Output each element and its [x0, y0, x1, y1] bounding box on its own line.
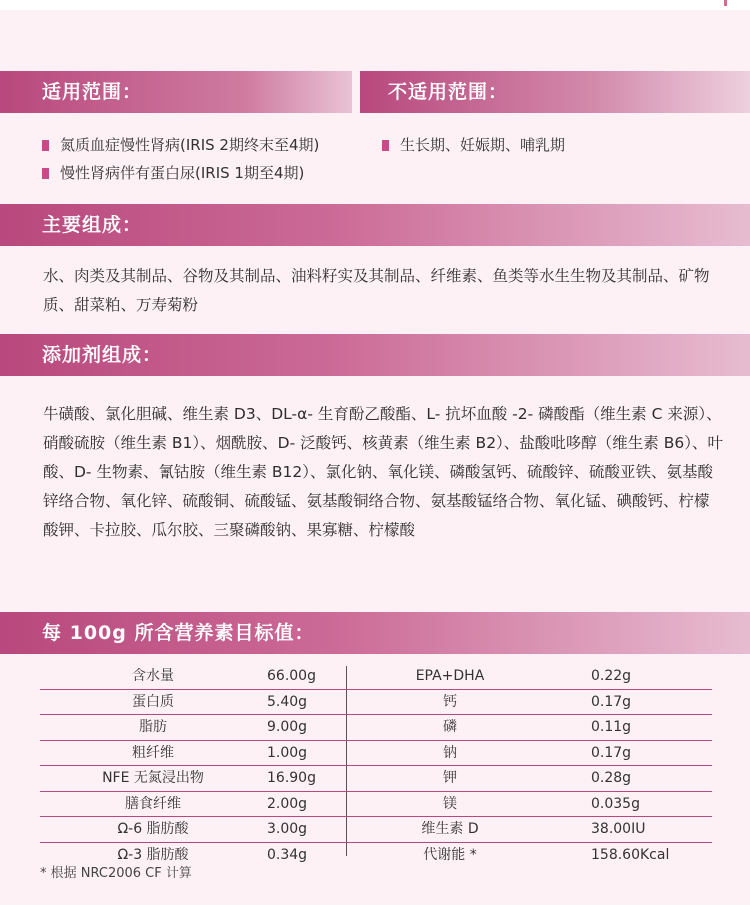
- composition-text: 水、肉类及其制品、谷物及其制品、油料籽实及其制品、纤维素、鱼类等水生生物及其制品、矿物质、甜菜粕、万寿菊粉: [43, 267, 710, 314]
- nutrient-name: 蛋白质: [132, 693, 174, 710]
- nutrient-name: 钙: [443, 693, 457, 710]
- nutrient-name: 脂肪: [139, 719, 167, 735]
- table-row: [40, 792, 712, 818]
- nutrient-value: 3.00g: [267, 821, 308, 837]
- nutrient-name: 钾: [443, 770, 457, 786]
- nutrient-name: 含水量: [132, 668, 174, 684]
- table-row: [40, 664, 712, 690]
- nutrient-value: 5.40g: [267, 693, 308, 710]
- unsuitable-header: 不适用范围：: [360, 71, 750, 113]
- nutrient-name: 膳食纤维: [125, 795, 181, 812]
- nutrient-value: 0.22g: [591, 668, 632, 684]
- nutrient-value: 9.00g: [267, 719, 308, 735]
- nutrient-value: 158.60Kcal: [591, 846, 670, 863]
- top-white-strip: [0, 0, 750, 10]
- nutrient-value: 0.11g: [591, 719, 632, 735]
- nutrient-value: 38.00IU: [591, 821, 646, 837]
- unsuitable-item: 生长期、妊娠期、哺乳期: [382, 135, 565, 155]
- nutrient-name: 磷: [443, 719, 457, 735]
- bullet-square-icon: [382, 140, 389, 151]
- composition-header: 主要组成：: [0, 204, 750, 246]
- nutrient-value: 0.035g: [591, 795, 640, 812]
- nutrient-name: 代谢能 *: [423, 846, 477, 863]
- nutrition-table: [40, 664, 712, 867]
- nutrient-value: 0.34g: [267, 846, 308, 863]
- nutrient-name: 钠: [443, 744, 457, 761]
- table-row: [40, 741, 712, 767]
- suitable-header: 适用范围：: [0, 71, 352, 113]
- nutrient-name: EPA+DHA: [415, 668, 485, 684]
- nutrient-value: 0.17g: [591, 744, 632, 761]
- table-row: [40, 690, 712, 716]
- nutrient-value: 16.90g: [267, 770, 316, 786]
- nutrient-value: 0.28g: [591, 770, 632, 786]
- nutrient-value: 0.17g: [591, 693, 632, 710]
- additives-text: 牛磺酸、氯化胆碱、维生素 D3、DL-α- 生育酚乙酸酯、L- 抗坏血酸 -2- 磷酸酯（维生素 C 来源）、硝酸硫胺（维生素 B1）、烟酰胺、D- 泛酸钙、核黄素（维生素 B2）、盐酸吡哆醇（维生素 B6）、叶酸、D- 生物素、氰钴胺（维生素 B12）、氯化钠、氧化镁、磷酸氢钙、硫酸锌、硫酸亚铁、氨基酸锌络合物、氧化锌、硫酸铜、硫酸锰、氨基酸铜络合物、氨基酸锰络合物、氧化锰、碘酸钙、柠檬酸钾、卡拉胶、瓜尔胶、三聚磷酸钠、果寡糖、柠檬酸: [43, 405, 723, 539]
- bullet-square-icon: [42, 168, 49, 179]
- nutrient-name: Ω-6 脂肪酸: [117, 821, 189, 837]
- table-row: [40, 715, 712, 741]
- nutrient-value: 1.00g: [267, 744, 308, 761]
- footnote: * 根据 NRC2006 CF 计算: [40, 866, 192, 881]
- nutrient-name: 镁: [443, 795, 457, 812]
- nutrient-name: 维生素 D: [421, 821, 479, 837]
- bullet-square-icon: [42, 140, 49, 151]
- top-accent-mark: [724, 0, 727, 6]
- nutrition-header: 每 100g 所含营养素目标值：: [0, 612, 750, 654]
- nutrient-name: NFE 无氮浸出物: [102, 770, 204, 786]
- table-row: [40, 766, 712, 792]
- nutrient-name: 粗纤维: [132, 744, 174, 761]
- nutrient-value: 2.00g: [267, 795, 308, 812]
- nutrient-value: 66.00g: [267, 668, 316, 684]
- additives-header: 添加剂组成：: [0, 334, 750, 376]
- suitable-item: 氮质血症慢性肾病(IRIS 2期终末至4期): [42, 135, 319, 155]
- suitable-item: 慢性肾病伴有蛋白尿(IRIS 1期至4期): [42, 163, 304, 183]
- table-row: [40, 817, 712, 843]
- nutrient-name: Ω-3 脂肪酸: [117, 846, 189, 863]
